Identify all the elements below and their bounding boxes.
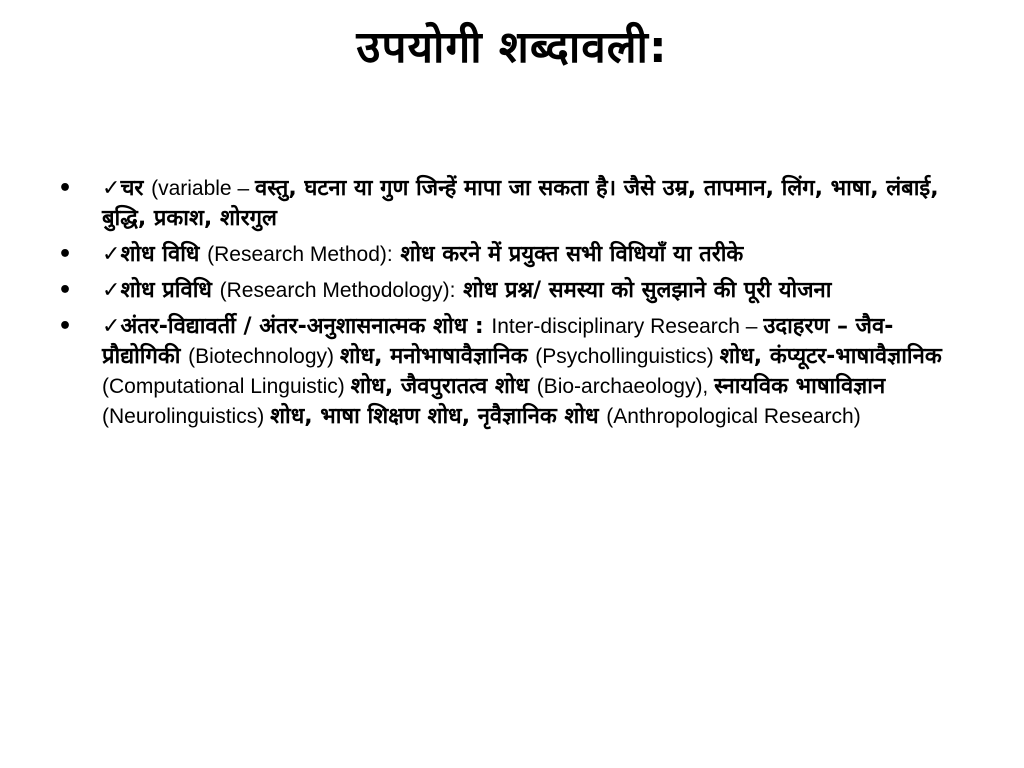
segment-hindi: शोध, जैवपुरातत्व शोध	[350, 374, 537, 399]
segment-english: (Anthropological Research)	[606, 405, 861, 428]
term-english: (Research Method):	[207, 243, 393, 266]
segment-english: (Neurolinguistics)	[102, 405, 271, 428]
bullet-list	[58, 174, 958, 438]
term-hindi: शोध विधि	[120, 242, 200, 267]
segment-hindi: शोध, कंप्यूटर-भाषावैज्ञानिक	[719, 344, 942, 369]
slide-title: उपयोगी शब्दावली:	[356, 22, 668, 73]
segment-english: (Psychollinguistics)	[535, 345, 720, 368]
term-definition: शोध करने में प्रयुक्त सभी विधियाँ या तरीके	[400, 242, 744, 267]
segment-english: (Computational Linguistic)	[102, 375, 351, 398]
checkmark-icon: ✓	[102, 242, 121, 267]
bullet-icon: •	[58, 278, 73, 303]
term-english: (variable	[151, 177, 232, 200]
segment-english: (Bio-archaeology),	[536, 375, 715, 398]
checkmark-icon: ✓	[102, 176, 121, 201]
term-hindi: चर	[120, 176, 144, 201]
term-english: (Research Methodology):	[219, 279, 456, 302]
term-definition: शोध प्रश्न/ समस्या को सुलझाने की पूरी योजना	[463, 278, 832, 303]
term-hindi: अंतर-विद्यावर्ती / अंतर-अनुशासनात्मक शोध :	[120, 314, 484, 339]
segment-hindi: उदाहरण – जैव-प्रौद्योगिकी	[102, 314, 894, 369]
bullet-icon: •	[58, 242, 73, 267]
term-definition: वस्तु, घटना या गुण जिन्हें मापा जा सकता है। जैसे उम्र, तापमान, लिंग, भाषा, लंबाई, बुद्धि, प्रकाश, शोरगुल	[102, 176, 939, 231]
checkmark-icon: ✓	[102, 278, 121, 303]
bullet-icon: •	[58, 314, 73, 339]
segment-hindi: स्नायविक भाषाविज्ञान	[714, 374, 886, 399]
list-item	[58, 312, 958, 432]
bullet-icon: •	[58, 176, 73, 201]
term-dash: –	[231, 177, 255, 200]
segment-hindi: शोध, भाषा शिक्षण शोध, नृवैज्ञानिक शोध	[270, 404, 607, 429]
checkmark-icon: ✓	[102, 314, 121, 339]
list-item	[58, 276, 958, 306]
list-item	[58, 174, 958, 234]
segment-english: (Biotechnology)	[188, 345, 340, 368]
segment-english: Inter-disciplinary Research –	[491, 315, 764, 338]
term-hindi: शोध प्रविधि	[120, 278, 212, 303]
segment-hindi: शोध, मनोभाषावैज्ञानिक	[339, 344, 536, 369]
list-item	[58, 240, 958, 270]
